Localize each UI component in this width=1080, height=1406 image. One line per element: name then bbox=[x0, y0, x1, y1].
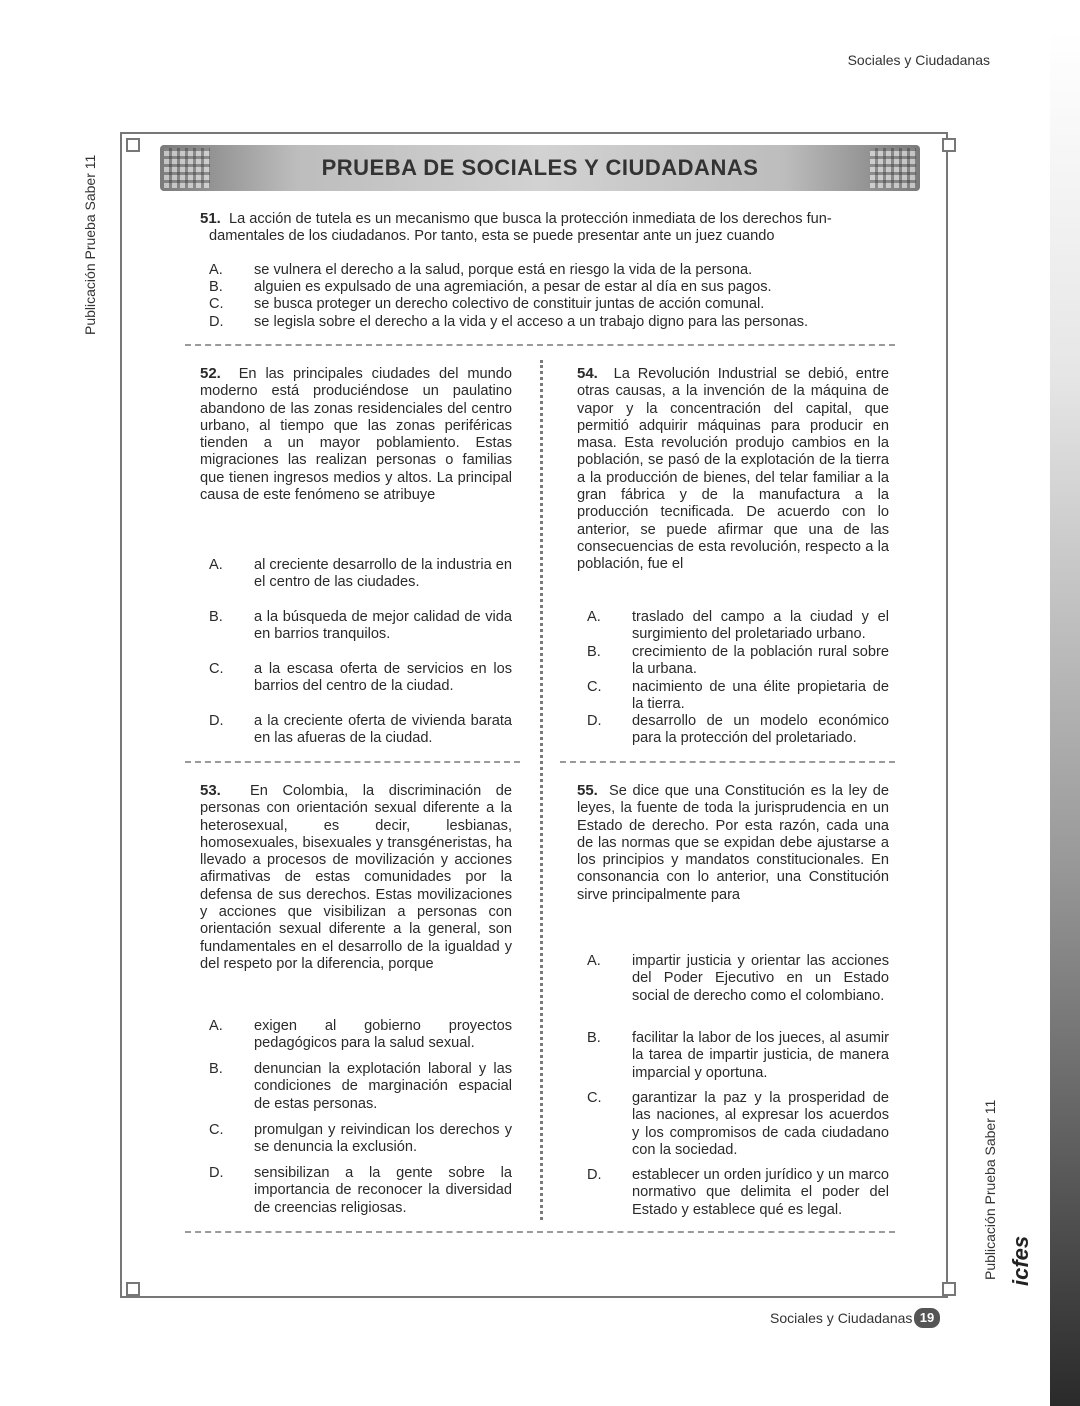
frame-corner-ornament bbox=[942, 1282, 956, 1296]
option-52-a[interactable]: A. al creciente desarrollo de la industria en el centro de las ciudades. bbox=[209, 557, 512, 591]
option-55-c[interactable]: C. garantizar la paz y la prosperidad de las naciones, al expresar los acuerdos y los compromisos de cada ciudadano con la sociedad. bbox=[587, 1090, 889, 1158]
option-52-c[interactable]: C. a la escasa oferta de servicios en los barrios del centro de la ciudad. bbox=[209, 661, 512, 695]
option-53-b[interactable]: B. denuncian la explotación laboral y las condiciones de marginación espacial de estas personas. bbox=[209, 1061, 512, 1112]
question-number: 52. bbox=[200, 365, 221, 382]
question-number: 51. bbox=[200, 210, 221, 227]
divider-horizontal bbox=[560, 761, 895, 763]
option-54-c[interactable]: C. nacimiento de una élite propietaria de la tierra. bbox=[587, 679, 889, 713]
option-54-a[interactable]: A. traslado del campo a la ciudad y el surgimiento del proletariado urbano. bbox=[587, 609, 889, 643]
option-52-b[interactable]: B. a la búsqueda de mejor calidad de vida en barrios tranquilos. bbox=[209, 609, 512, 643]
question-number: 55. bbox=[577, 782, 598, 799]
banner-title: PRUEBA DE SOCIALES Y CIUDADANAS bbox=[321, 155, 759, 180]
option-53-a[interactable]: A. exigen al gobierno proyectos pedagógicos para la salud sexual. bbox=[209, 1018, 512, 1052]
question-stem: La Revolución Industrial se debió, entre otras causas, a la invención de la máquina de vapor y la concentración del capital, que permitió adquirir máquinas para producir en masa. Esta revolución produjo cambios en la población, se pasó de la explotación de la tierra a la producción de bienes, del telar familiar a la gran fábrica y de la manufactura a la producción tecnificada. De acuerdo con lo anterior, se puede afirmar que una de las consecuencias de esta revolución, respecto a la población, fue el bbox=[577, 366, 889, 573]
question-number: 53. bbox=[200, 782, 221, 799]
gradient-side-bar bbox=[1050, 30, 1080, 1406]
side-publication-label-right: Publicación Prueba Saber 11 bbox=[982, 1099, 998, 1280]
option-53-d[interactable]: D. sensibilizan a la gente sobre la importancia de reconocer la diversidad de creencias religiosas. bbox=[209, 1165, 512, 1216]
frame-corner-ornament bbox=[126, 1282, 140, 1296]
question-55 bbox=[577, 782, 889, 904]
page-number-badge: 19 bbox=[914, 1308, 940, 1328]
question-54 bbox=[577, 365, 889, 574]
question-stem-line: La acción de tutela es un mecanismo que busca la protección inmediata de los derechos fun- bbox=[228, 211, 832, 227]
option-51-a[interactable]: A. se vulnera el derecho a la salud, porque está en riesgo la vida de la persona. bbox=[209, 262, 753, 278]
option-54-b[interactable]: B. crecimiento de la población rural sobre la urbana. bbox=[587, 644, 889, 678]
frame-corner-ornament bbox=[942, 138, 956, 152]
option-54-d[interactable]: D. desarrollo de un modelo económico para la protección del proletariado. bbox=[587, 713, 889, 747]
option-51-c[interactable]: C. se busca proteger un derecho colectivo de constituir juntas de acción comunal. bbox=[209, 296, 765, 312]
option-51-d[interactable]: D. se legisla sobre el derecho a la vida y el acceso a un trabajo digno para las personas. bbox=[209, 314, 809, 330]
option-55-b[interactable]: B. facilitar la labor de los jueces, al asumir la tarea de impartir justicia, de manera imparcial y oportuna. bbox=[587, 1030, 889, 1081]
option-55-a[interactable]: A. impartir justicia y orientar las acciones del Poder Ejecutivo en un Estado social de derecho como el colombiano. bbox=[587, 953, 889, 1004]
divider-horizontal bbox=[185, 1231, 895, 1233]
option-52-d[interactable]: D. a la creciente oferta de vivienda barata en las afueras de la ciudad. bbox=[209, 713, 512, 747]
option-55-d[interactable]: D. establecer un orden jurídico y un marco normativo que delimita el poder del Estado y establece qué es legal. bbox=[587, 1167, 889, 1218]
divider-vertical bbox=[540, 360, 543, 1220]
question-51 bbox=[200, 210, 890, 246]
question-stem-line: damentales de los ciudadanos. Por tanto, esta se puede presentar ante un juez cuando bbox=[209, 228, 775, 245]
option-51-b[interactable]: B. alguien es expulsado de una agremiación, a pesar de estar al día en sus pagos. bbox=[209, 279, 772, 295]
question-stem: En las principales ciudades del mundo moderno está produciéndose un paulatino abandono de las zonas residenciales del centro urbano, al tiempo que las zonas periféricas tienden a un mayor poblamiento. Estas migraciones las realizan personas o familias que tienen ingresos medios y altos. La principal causa de este fenómeno se atribuye bbox=[200, 366, 513, 504]
option-53-c[interactable]: C. promulgan y reivindican los derechos y se denuncia la exclusión. bbox=[209, 1122, 512, 1156]
side-publication-label-left: Publicación Prueba Saber 11 bbox=[82, 154, 98, 335]
question-stem: En Colombia, la discriminación de personas con orientación sexual diferente a la heterosexual, es decir, lesbianas, homosexuales, bisexuales y transgéneristas, ha llevado a procesos de movilización y acciones afirmativas de estas comunidades por la defensa de sus derechos. Estas movilizaciones y acciones que visibilizan a personas con orientación sexual diferente a la general, son fundamentales en el desarrollo de la igualdad y del respeto por la diferencia, porque bbox=[200, 783, 513, 972]
divider-horizontal bbox=[185, 761, 520, 763]
question-53 bbox=[200, 782, 512, 973]
icfes-logo: icfes bbox=[1008, 1235, 1033, 1286]
footer-title: Sociales y Ciudadanas bbox=[770, 1310, 913, 1326]
question-52 bbox=[200, 365, 512, 504]
frame-corner-ornament bbox=[126, 138, 140, 152]
page-header-title: Sociales y Ciudadanas bbox=[847, 52, 990, 68]
question-number: 54. bbox=[577, 365, 598, 382]
divider-horizontal bbox=[185, 344, 895, 346]
question-stem: Se dice que una Constitución es la ley de leyes, la fuente de toda la jurisprudencia en un Estado de derecho. Por esta razón, cada una de las normas que se expidan debe ajustarse a los principios y mandatos constitucionales. En consonancia con lo anterior, una Constitución sirve principalmente para bbox=[577, 783, 889, 903]
